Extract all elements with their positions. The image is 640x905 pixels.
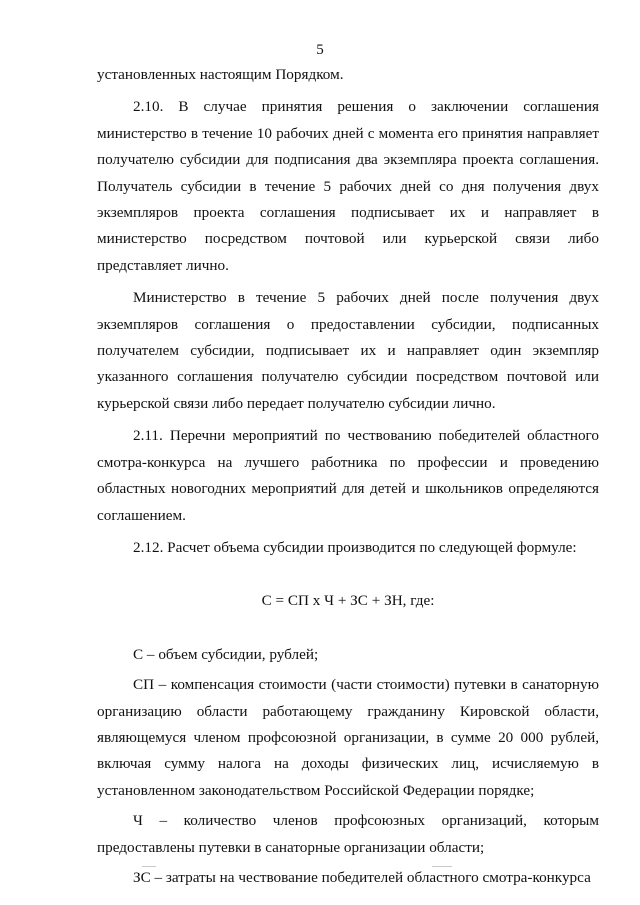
paragraph-ministry-signing: Министерство в течение 5 рабочих дней после получения двух экземпляров соглашения о предоставлении субсидии, подписанных получателем субсидии, подписывает их и направляет один экземпляр указанного соглашения получателю субсидии посредством почтовой или курьерской связи либо передает получателю субсидии лично. — [97, 289, 599, 412]
subsidy-formula: С = СП х Ч + ЗС + ЗН, где: — [261, 592, 435, 610]
scan-artifact — [432, 866, 452, 867]
paragraph-continuation: установленных настоящим Порядком. — [97, 66, 344, 83]
paragraph-2-11: 2.11. Перечни мероприятий по чествованию победителей областного смотра-конкурса на лучшего работника по профессии и проведению областных новогодних мероприятий для детей и школьников определяются соглашением. — [97, 427, 599, 524]
page-number: 5 — [316, 42, 324, 58]
document-body — [97, 62, 599, 891]
definition-ch: Ч – количество членов профсоюзных организаций, которым предоставлены путевки в санаторные организации области; — [97, 812, 599, 856]
definition-zs: ЗС – затраты на чествование победителей областного смотра-конкурса — [133, 868, 591, 886]
scan-artifact — [142, 866, 156, 867]
definition-c: С – объем субсидии, рублей; — [133, 645, 319, 663]
definition-sp: СП – компенсация стоимости (части стоимости) путевки в санаторную организацию области работающему гражданину Кировской области, являющемуся членом профсоюзной организации, в сумме 20 000 рублей, включая сумму налога на доходы физических лиц, исчисляемую в установленном законодательством Российской Федерации порядке; — [97, 676, 599, 799]
paragraph-2-12: 2.12. Расчет объема субсидии производится по следующей формуле: — [133, 538, 577, 556]
paragraph-2-10: 2.10. В случае принятия решения о заключении соглашения министерство в течение 10 рабочих дней с момента его принятия направляет получателю субсидии для подписания два экземпляра проекта соглашения. Получатель субсидии в течение 5 рабочих дней со дня получения двух экземпляров проекта соглашения подписывает их и направляет в министерство посредством почтовой или курьерской связи либо представляет лично. — [97, 98, 599, 274]
